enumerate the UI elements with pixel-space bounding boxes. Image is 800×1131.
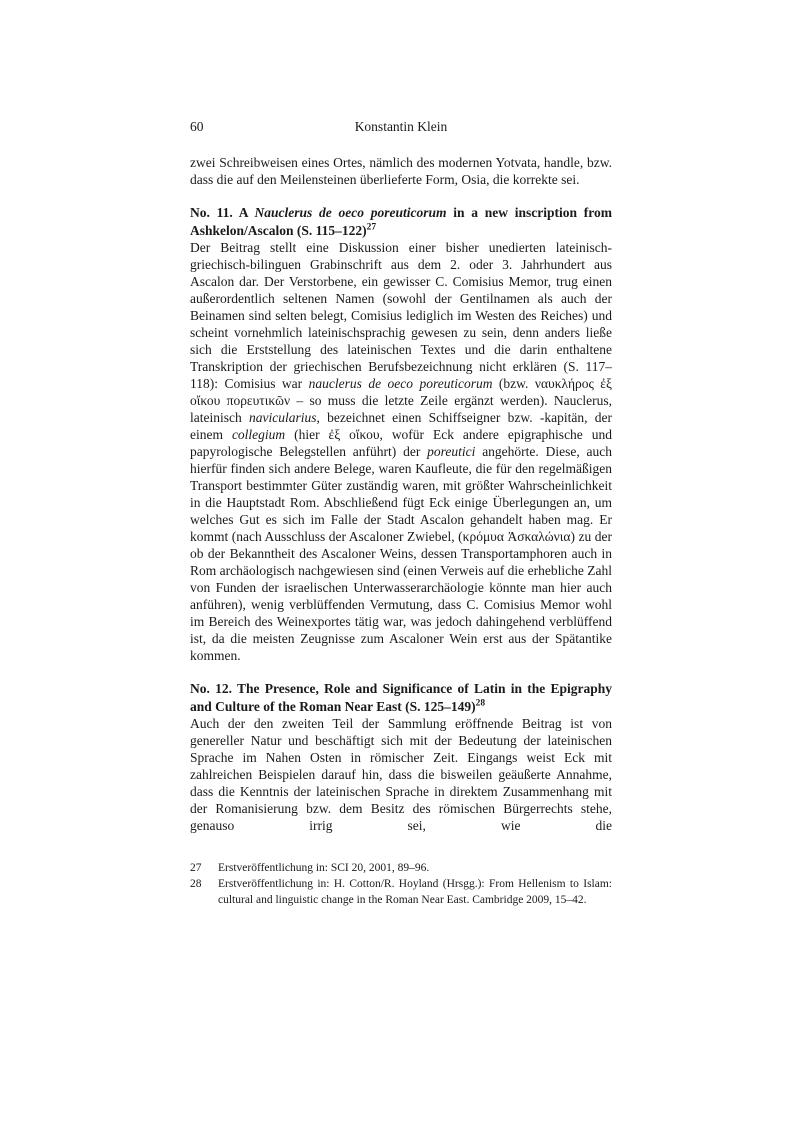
footnote-number: 28	[190, 878, 202, 890]
text-block	[190, 118, 612, 908]
section-body: Der Beitrag stellt eine Diskussion einer bisher unedierten lateinisch-griechisch-bilinguen Grabinschrift aus dem 2. oder 3. Jahrhundert aus Ascalon dar. Der Verstorbene, ein gewisser C. Comisius Memor, trug einen außerordentlich seltenen Namen (sowohl der Gentilnamen als auch der Beinamen sind selten belegt, Comisius lediglich im Westen des Reiches) und scheint vornehmlich lateinischsprachig gewesen zu sein, denn anders ließe sich die Erststellung des lateinischen Textes und die darin enthaltene Transkription der griechischen Berufsbezeichnung nicht erklären (S. 117–118): Comisius war nauclerus de oeco poreuticorum (bzw. ναυκλήρος ἐξ οἴκου πορευτικῶν – so muss die letzte Zeile ergänzt werden). Nauclerus, lateinisch navicularius, bezeichnet einen Schiffseigner bzw. -kapitän, der einem collegium (hier ἐξ οἴκου, wofür Eck andere epigraphische und papyrologische Belegstellen anführt) der poreutici angehörte. Diese, auch hierfür finden sich andere Belege, waren Kaufleute, die für den regelmäßigen Transport bestimmter Güter zuständig waren, mit größter Wahrscheinlichkeit in die Hauptstadt Rom. Abschließend fügt Eck einige Überlegungen an, um welches Gut es sich im Falle der Stadt Ascalon gehandelt haben mag. Er kommt (nach Ausschluss der Ascaloner Zwiebel, (κρόμυα Ἀσκαλώνια) zu der ob der Bekanntheit des Ascaloner Weins, dessen Transportamphoren auch in Rom archäologisch nachgewiesen sind (einen Verweis auf die erhebliche Zahl von Funden der israelischen Unterwasserarchäologie könnte man hier auch anführen), wenig verblüffenden Vermutung, dass C. Comisius Memor wohl im Bereich des Weinexportes tätig war, was jedoch dahingehend verblüffend ist, da die meisten Zeugnisse zum Ascaloner Wein erst aus der Spätantike kommen.	[190, 240, 613, 663]
page-header	[190, 118, 612, 135]
section-body: Auch der den zweiten Teil der Sammlung eröffnende Beitrag ist von genereller Natur und beschäftigt sich mit der Bedeutung der lateinischen Sprache im Nahen Osten in römischer Zeit. Eingangs weist Eck mit zahlreichen Beispielen darauf hin, dass die bisweilen geäußerte Annahme, dass die Kenntnis der lateinischen Sprache in direktem Zusammenhang mit der Romanisierung bzw. dem Besitz des römischen Bürgerrechts stehe, genauso irrig sei, wie die	[190, 716, 612, 833]
footnote	[190, 876, 612, 908]
section-heading: No. 12. The Presence, Role and Significance of Latin in the Epigraphy and Culture of the Roman Near East (S. 125–149)$^{28}$	[190, 681, 612, 714]
running-title: Konstantin Klein	[354, 119, 448, 134]
footnote-number: 27	[190, 862, 202, 874]
section-heading: No. 11. A Nauclerus de oeco poreuticorum in a new inscription from Ashkelon/Ascalon (S. 115–122)$^{27}$	[190, 205, 612, 238]
page-number: 60	[190, 119, 204, 134]
section-no-12	[190, 680, 612, 834]
intro-paragraph: zwei Schreibweisen eines Ortes, nämlich des modernen Yotvata, handle, bzw. dass die auf den Meilensteinen überlieferte Form, Osia, die korrekte sei.	[190, 155, 612, 187]
footnote-text: Erstveröffentlichung in: SCI 20, 2001, 89–96.	[218, 862, 430, 874]
footnotes	[190, 860, 612, 908]
section-no-11	[190, 204, 612, 664]
footnote	[190, 860, 612, 876]
footnote-text: Erstveröffentlichung in: H. Cotton/R. Hoyland (Hrsgg.): From Hellenism to Islam: cultural and linguistic change in the Roman Near East. Cambridge 2009, 15–42.	[218, 878, 612, 906]
